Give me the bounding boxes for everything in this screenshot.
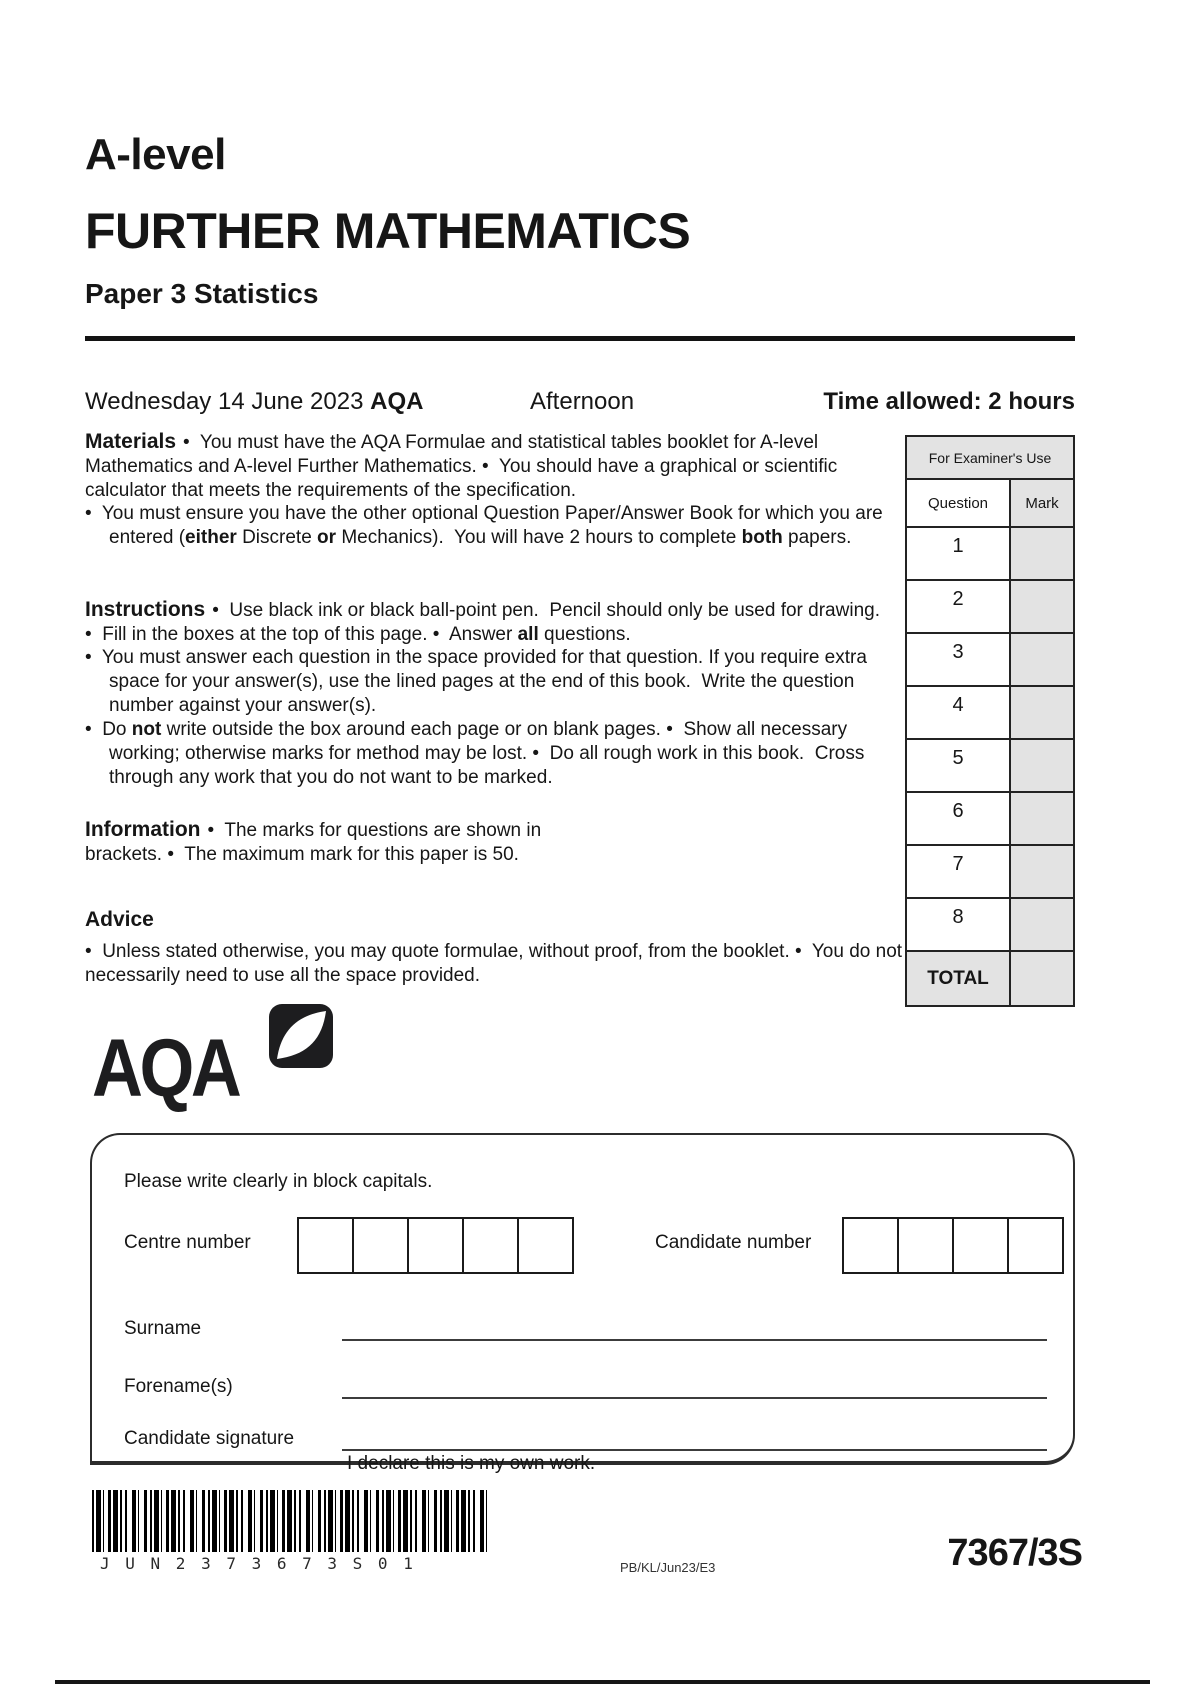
- examiner-table-title: For Examiner's Use: [928, 449, 1052, 466]
- candidate-number-boxes: [842, 1217, 1064, 1274]
- materials-bullet: [85, 502, 909, 550]
- instructions-bullet-2-text: • Do: [85, 719, 132, 740]
- centre-number-label: Centre number: [124, 1232, 251, 1253]
- centre-number-box[interactable]: [407, 1217, 464, 1274]
- advice-text: • Unless stated otherwise, you may quote formulae, without proof, from the booklet. • You do not necessarily need to use all the space provided.: [85, 941, 903, 986]
- materials-heading: Materials: [85, 430, 177, 453]
- advice-para: [85, 940, 905, 988]
- mark-cell: [1011, 899, 1073, 950]
- exam-board-text: AQA: [370, 388, 424, 415]
- instructions-heading: Instructions: [85, 598, 206, 621]
- instructions-bold-all: all: [517, 624, 539, 645]
- advice-heading: Advice: [85, 908, 154, 931]
- aqa-leaf-icon: [268, 1003, 334, 1074]
- examiner-table-grid: [907, 478, 1073, 1005]
- question-number-cell: 8: [907, 899, 1009, 950]
- question-column-header: Question: [907, 480, 1009, 526]
- signature-label: Candidate signature: [124, 1428, 295, 1449]
- instructions-intro: [85, 598, 893, 647]
- declaration-text: I declare this is my own work.: [347, 1453, 596, 1474]
- centre-number-box[interactable]: [462, 1217, 519, 1274]
- mark-cell: [1011, 634, 1073, 685]
- candidate-details-box: [90, 1133, 1075, 1474]
- materials-intro: [85, 430, 885, 503]
- question-number-cell: 1: [907, 528, 1009, 579]
- aqa-logo-text: AQA: [92, 1023, 239, 1114]
- title-divider-rule: [85, 336, 1075, 341]
- materials-bullet-bold-or: or: [317, 527, 337, 548]
- instructions-bullet-1: [85, 646, 899, 718]
- signature-line[interactable]: [342, 1449, 1047, 1451]
- mark-column-header: Mark: [1011, 480, 1073, 526]
- instructions-bold-not: not: [131, 719, 162, 740]
- question-number-cell: 3: [907, 634, 1009, 685]
- materials-bullet-text: papers.: [782, 527, 852, 548]
- centre-number-box[interactable]: [352, 1217, 409, 1274]
- exam-date: [85, 388, 423, 416]
- centre-number-boxes: [297, 1217, 574, 1274]
- examiner-use-table: [905, 435, 1075, 1007]
- materials-bullet-text: Discrete: [236, 527, 318, 548]
- forename-line[interactable]: [342, 1397, 1047, 1399]
- instructions-bullet-1-text: • You must answer each question in the space provided for that question. If you require extra space for your answer(s), use the lined pages at the end of this book. Write the question number against your answer(s).: [85, 647, 867, 716]
- block-capitals-instruction: Please write clearly in block capitals.: [124, 1171, 433, 1192]
- candidate-number-box[interactable]: [842, 1217, 899, 1274]
- centre-number-box[interactable]: [517, 1217, 574, 1274]
- centre-number-box[interactable]: [297, 1217, 354, 1274]
- instructions-bullet-2: [85, 718, 909, 790]
- question-number-cell: 5: [907, 740, 1009, 791]
- mark-cell: [1011, 846, 1073, 897]
- candidate-number-box[interactable]: [1007, 1217, 1064, 1274]
- subject-title: FURTHER MATHEMATICS: [85, 203, 691, 259]
- question-number-cell: 7: [907, 846, 1009, 897]
- materials-bullet-bold-both: both: [741, 527, 783, 548]
- materials-intro-text: • You must have the AQA Formulae and statistical tables booklet for A-level Mathematics and A-level Further Mathematics. • You should have a graphical or scientific calculator that meets the requirements of the specification.: [85, 432, 838, 501]
- barcode: [92, 1490, 487, 1552]
- mark-cell: [1011, 740, 1073, 791]
- candidate-number-box[interactable]: [952, 1217, 1009, 1274]
- question-number-cell: 2: [907, 581, 1009, 632]
- mark-cell: [1011, 793, 1073, 844]
- information-para: [85, 818, 563, 867]
- surname-label: Surname: [124, 1318, 202, 1339]
- paper-title: Paper 3 Statistics: [85, 278, 319, 309]
- candidate-number-box[interactable]: [897, 1217, 954, 1274]
- total-mark-cell: [1011, 952, 1073, 1005]
- materials-bullet-bold-either: either: [185, 527, 237, 548]
- mark-cell: [1011, 528, 1073, 579]
- session-row: [85, 388, 1075, 420]
- exam-session: Afternoon: [530, 388, 635, 415]
- materials-bullet-text: Mechanics). You will have 2 hours to complete: [336, 527, 742, 548]
- mark-cell: [1011, 687, 1073, 738]
- surname-line[interactable]: [342, 1339, 1047, 1341]
- question-number-cell: 6: [907, 793, 1009, 844]
- materials-bullet-text: • You must ensure you have the other optional Question Paper/Answer Book for which you are entered (: [85, 503, 883, 548]
- instructions-intro-text: questions.: [538, 624, 631, 645]
- candidate-number-label: Candidate number: [655, 1232, 812, 1253]
- question-number-cell: 4: [907, 687, 1009, 738]
- qualification-title: A-level: [85, 130, 226, 179]
- footer-rule: [55, 1680, 1150, 1684]
- print-reference-code: PB/KL/Jun23/E3: [620, 1560, 716, 1575]
- total-label-cell: TOTAL: [907, 952, 1009, 1005]
- time-allowed: Time allowed: 2 hours: [823, 388, 1075, 415]
- paper-code: 7367/3S: [947, 1532, 1082, 1574]
- forename-label: Forename(s): [124, 1376, 233, 1397]
- barcode-text: J U N 2 3 7 3 6 7 3 S 0 1: [100, 1554, 416, 1573]
- instructions-bullet-2-text: write outside the box around each page or on blank pages. • Show all necessary working; otherwise marks for method may be lost. • Do all rough work in this book. Cross through any work that you do not want to be marked.: [109, 719, 865, 788]
- information-heading: Information: [85, 818, 201, 841]
- information-text: • The marks for questions are shown in brackets. • The maximum mark for this paper is 50.: [85, 820, 542, 865]
- mark-cell: [1011, 581, 1073, 632]
- instructions-intro-text: • Use black ink or black ball-point pen. Pencil should only be used for drawing. • Fill in the boxes at the top of this page. • Answer: [85, 600, 880, 645]
- exam-date-text: Wednesday 14 June 2023: [85, 388, 364, 415]
